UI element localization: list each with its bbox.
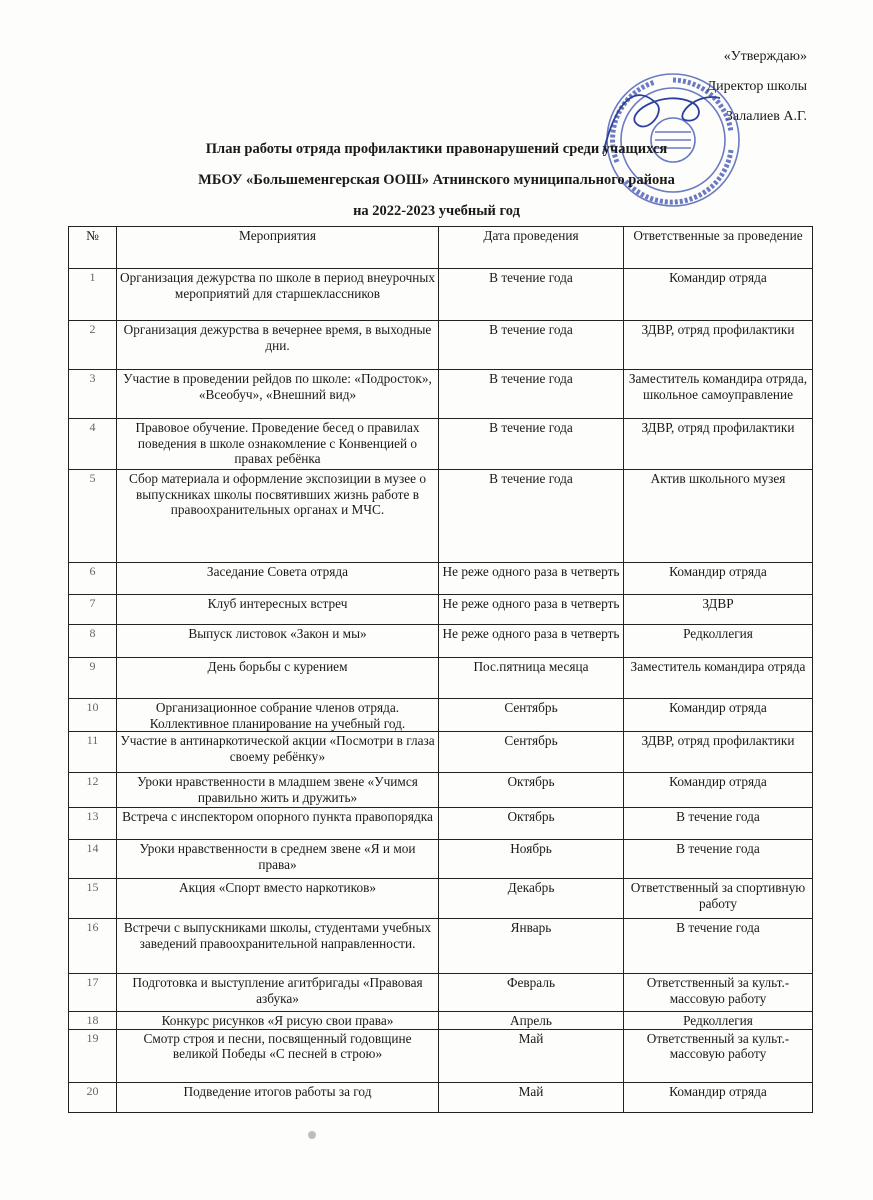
date-cell: В течение года	[439, 269, 624, 321]
table-row	[69, 1029, 813, 1082]
responsible-cell: Ответственный за культ.-массовую работу	[624, 974, 813, 1012]
responsible-cell: Редколлегия	[624, 1012, 813, 1030]
table-row	[69, 773, 813, 808]
scan-speck	[308, 1131, 316, 1139]
date-cell: В течение года	[439, 321, 624, 370]
event-cell: Клуб интересных встреч	[117, 595, 439, 625]
responsible-cell: Командир отряда	[624, 269, 813, 321]
approval-line: «Утверждаю»	[723, 49, 807, 64]
responsible-cell: ЗДВР	[624, 595, 813, 625]
row-number: 15	[69, 879, 117, 919]
date-cell: Не реже одного раза в четверть	[439, 595, 624, 625]
row-number: 11	[69, 732, 117, 773]
table-row	[69, 470, 813, 563]
event-cell: Встречи с выпускниками школы, студентами учебных заведений правоохранительной направленности.	[117, 919, 439, 974]
responsible-cell: ЗДВР, отряд профилактики	[624, 732, 813, 773]
row-number: 16	[69, 919, 117, 974]
event-cell: Смотр строя и песни, посвященный годовщине великой Победы «С песней в строю»	[117, 1029, 439, 1082]
school-name: МБОУ «Большеменгерская ООШ» Атнинского муниципального района	[198, 172, 675, 188]
table-row	[69, 595, 813, 625]
table-row	[69, 1082, 813, 1112]
table-row	[69, 321, 813, 370]
responsible-cell: Заместитель командира отряда	[624, 658, 813, 699]
row-number: 20	[69, 1082, 117, 1112]
plan-table-body	[69, 269, 813, 1113]
responsible-cell: Командир отряда	[624, 1082, 813, 1112]
date-cell: Май	[439, 1029, 624, 1082]
responsible-cell: Заместитель командира отряда, школьное самоуправление	[624, 370, 813, 419]
table-row	[69, 699, 813, 732]
page-title-block	[0, 134, 873, 227]
date-cell: Ноябрь	[439, 840, 624, 879]
responsible-cell: Редколлегия	[624, 625, 813, 658]
responsible-cell: В течение года	[624, 919, 813, 974]
event-cell: Уроки нравственности в среднем звене «Я и мои права»	[117, 840, 439, 879]
table-row	[69, 879, 813, 919]
row-number: 13	[69, 808, 117, 840]
table-row	[69, 1012, 813, 1030]
responsible-cell: Ответственный за спортивную работу	[624, 879, 813, 919]
row-number: 14	[69, 840, 117, 879]
date-cell: Февраль	[439, 974, 624, 1012]
event-cell: Организация дежурства по школе в период внеурочных мероприятий для старшеклассников	[117, 269, 439, 321]
date-cell: Октябрь	[439, 808, 624, 840]
table-row	[69, 808, 813, 840]
responsible-cell: Командир отряда	[624, 699, 813, 732]
row-number: 19	[69, 1029, 117, 1082]
row-number: 18	[69, 1012, 117, 1030]
date-cell: В течение года	[439, 419, 624, 470]
row-number: 17	[69, 974, 117, 1012]
event-cell: Организационное собрание членов отряда. Коллективное планирование на учебный год.	[117, 699, 439, 732]
row-number: 3	[69, 370, 117, 419]
event-cell: Конкурс рисунков «Я рисую свои права»	[117, 1012, 439, 1030]
date-cell: В течение года	[439, 370, 624, 419]
date-cell: Сентябрь	[439, 732, 624, 773]
responsible-cell: Актив школьного музея	[624, 470, 813, 563]
page-title: План работы отряда профилактики правонарушений среди учащихся	[205, 141, 668, 157]
director-title: Директор школы	[706, 79, 807, 94]
event-cell: Участие в антинаркотической акции «Посмотри в глаза своему ребёнку»	[117, 732, 439, 773]
column-header-number: №	[69, 227, 117, 269]
date-cell: В течение года	[439, 470, 624, 563]
table-row	[69, 370, 813, 419]
date-cell: Не реже одного раза в четверть	[439, 625, 624, 658]
event-cell: Подведение итогов работы за год	[117, 1082, 439, 1112]
event-cell: Участие в проведении рейдов по школе: «Подросток», «Всеобуч», «Внешний вид»	[117, 370, 439, 419]
school-year: на 2022-2023 учебный год	[353, 203, 520, 219]
event-cell: Подготовка и выступление агитбригады «Правовая азбука»	[117, 974, 439, 1012]
responsible-cell: Ответственный за культ.-массовую работу	[624, 1029, 813, 1082]
event-cell: Выпуск листовок «Закон и мы»	[117, 625, 439, 658]
column-header-event: Мероприятия	[117, 227, 439, 269]
table-row	[69, 658, 813, 699]
plan-table	[68, 226, 813, 1113]
event-cell: День борьбы с курением	[117, 658, 439, 699]
row-number: 4	[69, 419, 117, 470]
director-name: Залалиев А.Г.	[725, 109, 807, 124]
event-cell: Сбор материала и оформление экспозиции в музее о выпускниках школы посвятивших жизнь работе в правоохранительных органах и МЧС.	[117, 470, 439, 563]
row-number: 5	[69, 470, 117, 563]
row-number: 12	[69, 773, 117, 808]
row-number: 1	[69, 269, 117, 321]
date-cell: Сентябрь	[439, 699, 624, 732]
table-header-row	[69, 227, 813, 269]
date-cell: Декабрь	[439, 879, 624, 919]
date-cell: Пос.пятница месяца	[439, 658, 624, 699]
responsible-cell: ЗДВР, отряд профилактики	[624, 321, 813, 370]
date-cell: Апрель	[439, 1012, 624, 1030]
table-row	[69, 625, 813, 658]
table-row	[69, 919, 813, 974]
event-cell: Правовое обучение. Проведение бесед о правилах поведения в школе ознакомление с Конвенцией о правах ребёнка	[117, 419, 439, 470]
date-cell: Май	[439, 1082, 624, 1112]
table-row	[69, 269, 813, 321]
row-number: 7	[69, 595, 117, 625]
event-cell: Организация дежурства в вечернее время, в выходные дни.	[117, 321, 439, 370]
row-number: 2	[69, 321, 117, 370]
row-number: 10	[69, 699, 117, 732]
row-number: 6	[69, 563, 117, 595]
table-row	[69, 974, 813, 1012]
event-cell: Акция «Спорт вместо наркотиков»	[117, 879, 439, 919]
responsible-cell: Командир отряда	[624, 563, 813, 595]
date-cell: Октябрь	[439, 773, 624, 808]
table-row	[69, 419, 813, 470]
date-cell: Не реже одного раза в четверть	[439, 563, 624, 595]
event-cell: Уроки нравственности в младшем звене «Учимся правильно жить и дружить»	[117, 773, 439, 808]
column-header-responsible: Ответственные за проведение	[624, 227, 813, 269]
responsible-cell: В течение года	[624, 840, 813, 879]
event-cell: Встреча с инспектором опорного пункта правопорядка	[117, 808, 439, 840]
table-row	[69, 840, 813, 879]
responsible-cell: Командир отряда	[624, 773, 813, 808]
column-header-date: Дата проведения	[439, 227, 624, 269]
row-number: 9	[69, 658, 117, 699]
table-row	[69, 732, 813, 773]
event-cell: Заседание Совета отряда	[117, 563, 439, 595]
responsible-cell: ЗДВР, отряд профилактики	[624, 419, 813, 470]
date-cell: Январь	[439, 919, 624, 974]
table-row	[69, 563, 813, 595]
row-number: 8	[69, 625, 117, 658]
responsible-cell: В течение года	[624, 808, 813, 840]
